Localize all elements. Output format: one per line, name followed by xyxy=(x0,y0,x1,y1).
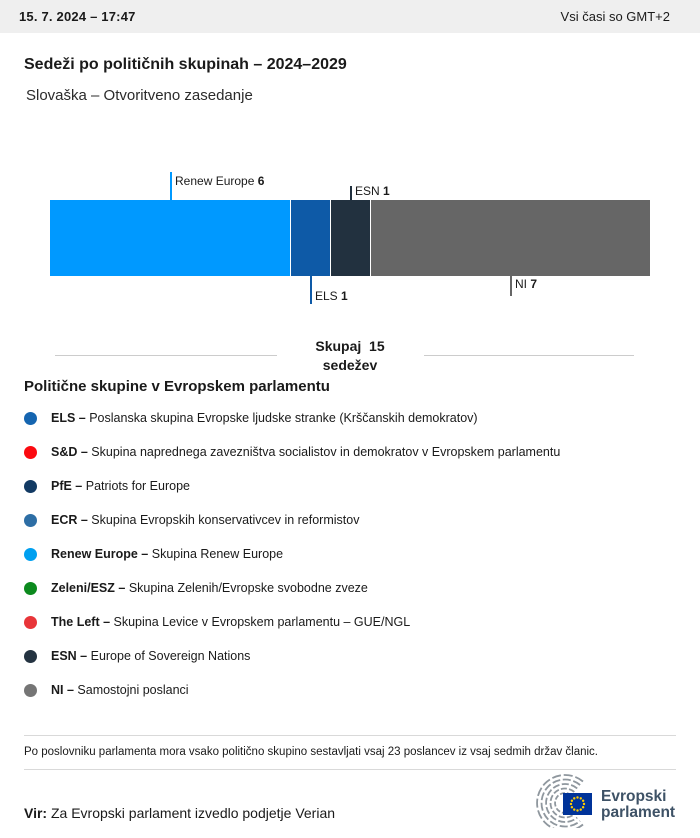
legend-item-the-left xyxy=(24,605,679,639)
legend-dot-zeleni-esz xyxy=(24,582,37,595)
legend-abbr: Zeleni/ESZ – xyxy=(51,580,129,595)
legend-dot-renew-europe xyxy=(24,548,37,561)
callout-label-renew-europe xyxy=(175,174,264,188)
bar-segment-esn[interactable] xyxy=(330,200,370,276)
legend-desc: Samostojni poslanci xyxy=(77,682,189,697)
source-label: Vir: xyxy=(24,805,48,821)
divider-top xyxy=(24,735,676,736)
bar-segment-els[interactable] xyxy=(290,200,330,276)
callout-group-name: NI xyxy=(515,277,531,291)
legend-text xyxy=(51,411,478,426)
svg-text:Evropski xyxy=(601,788,666,805)
legend-text xyxy=(51,615,410,630)
legend-text xyxy=(51,547,283,562)
legend-desc: Skupina Zelenih/Evropske svobodne zveze xyxy=(128,580,368,595)
divider-bottom xyxy=(24,769,676,770)
legend-desc: Skupina Renew Europe xyxy=(151,546,284,561)
legend-text xyxy=(51,445,560,460)
legend-abbr: Renew Europe – xyxy=(51,546,152,561)
page-subtitle: Slovaška – Otvoritveno zasedanje xyxy=(26,87,253,104)
legend-item-pfe xyxy=(24,469,679,503)
callout-seat-count: 7 xyxy=(530,277,538,291)
total-rule-left xyxy=(55,355,277,356)
legend-desc: Skupina Evropskih konservativcev in reformistov xyxy=(91,512,360,527)
legend-abbr: S&D – xyxy=(51,444,92,459)
callout-label-els xyxy=(315,289,348,303)
timezone-note: Vsi časi so GMT+2 xyxy=(560,9,670,24)
svg-text:parlament xyxy=(601,804,675,821)
legend-desc: Patriots for Europe xyxy=(85,478,190,493)
legend-heading: Politične skupine v Evropskem parlamentu xyxy=(24,378,330,395)
bar-segment-ni[interactable] xyxy=(370,200,650,276)
legend-abbr: The Left – xyxy=(51,614,114,629)
total-seats xyxy=(275,337,425,375)
legend-desc: Skupina naprednega zavezništva socialistov in demokratov v Evropskem parlamentu xyxy=(91,444,561,459)
legend-item-esn xyxy=(24,639,679,673)
legend-dot-ni xyxy=(24,684,37,697)
legend-dot-esn xyxy=(24,650,37,663)
legend-abbr: NI – xyxy=(51,682,78,697)
stacked-bar xyxy=(50,200,650,276)
logo-text-line1: Evropski xyxy=(601,788,667,805)
legend-item-ni xyxy=(24,673,679,707)
legend-desc: Poslanska skupina Evropske ljudske stranke (Krščanskih demokratov) xyxy=(89,410,478,425)
callout-group-name: ESN xyxy=(355,184,384,198)
legend-text xyxy=(51,683,189,698)
callout-line-renew-europe xyxy=(170,172,172,200)
legend-abbr: ECR – xyxy=(51,512,92,527)
legend-text xyxy=(51,513,359,528)
legend-desc: Europe of Sovereign Nations xyxy=(90,648,251,663)
callout-label-esn xyxy=(355,184,390,198)
legend-dot-s-d xyxy=(24,446,37,459)
rule-footnote: Po poslovniku parlamenta mora vsako politično skupino sestavljati vsaj 23 poslancev iz vsaj sedmih držav članic. xyxy=(24,746,599,758)
bar-segment-renew-europe[interactable] xyxy=(50,200,290,276)
datetime-label: 15. 7. 2024 – 17:47 xyxy=(19,9,136,24)
callout-seat-count: 6 xyxy=(257,174,265,188)
callout-line-esn xyxy=(350,186,352,200)
legend-dot-ecr xyxy=(24,514,37,527)
legend-abbr: ELS – xyxy=(51,410,90,425)
legend-dot-pfe xyxy=(24,480,37,493)
legend-item-renew-europe xyxy=(24,537,679,571)
callout-line-ni xyxy=(510,276,512,296)
legend-list xyxy=(24,401,679,707)
source-text: Za Evropski parlament izvedlo podjetje Verian xyxy=(50,805,336,821)
legend-abbr: ESN – xyxy=(51,648,91,663)
total-rule-right xyxy=(424,355,634,356)
total-seats-line2: sedežev xyxy=(322,357,378,373)
legend-dot-the-left xyxy=(24,616,37,629)
legend-abbr: PfE – xyxy=(51,478,86,493)
legend-item-s-d xyxy=(24,435,679,469)
logo-text-line2: parlament xyxy=(601,804,676,821)
legend-text xyxy=(51,649,250,664)
legend-dot-els xyxy=(24,412,37,425)
source-line xyxy=(24,805,335,821)
eu-flag-icon xyxy=(563,793,592,815)
callout-line-els xyxy=(310,276,312,304)
callout-label-ni xyxy=(515,277,537,291)
total-seats-line1: Skupaj 15 xyxy=(315,338,385,354)
legend-text xyxy=(51,581,368,596)
legend-desc: Skupina Levice v Evropskem parlamentu – GUE/NGL xyxy=(113,614,411,629)
legend-item-zeleni-esz xyxy=(24,571,679,605)
legend-item-ecr xyxy=(24,503,679,537)
page-title: Sedeži po političnih skupinah – 2024–2029 xyxy=(24,56,347,73)
callout-seat-count: 1 xyxy=(341,289,348,303)
legend-item-els xyxy=(24,401,679,435)
callout-seat-count: 1 xyxy=(383,184,390,198)
legend-text xyxy=(51,479,190,494)
european-parliament-logo xyxy=(525,772,695,828)
callout-group-name: Renew Europe xyxy=(175,174,258,188)
callout-group-name: ELS xyxy=(315,289,342,303)
seat-distribution-chart xyxy=(0,0,700,320)
